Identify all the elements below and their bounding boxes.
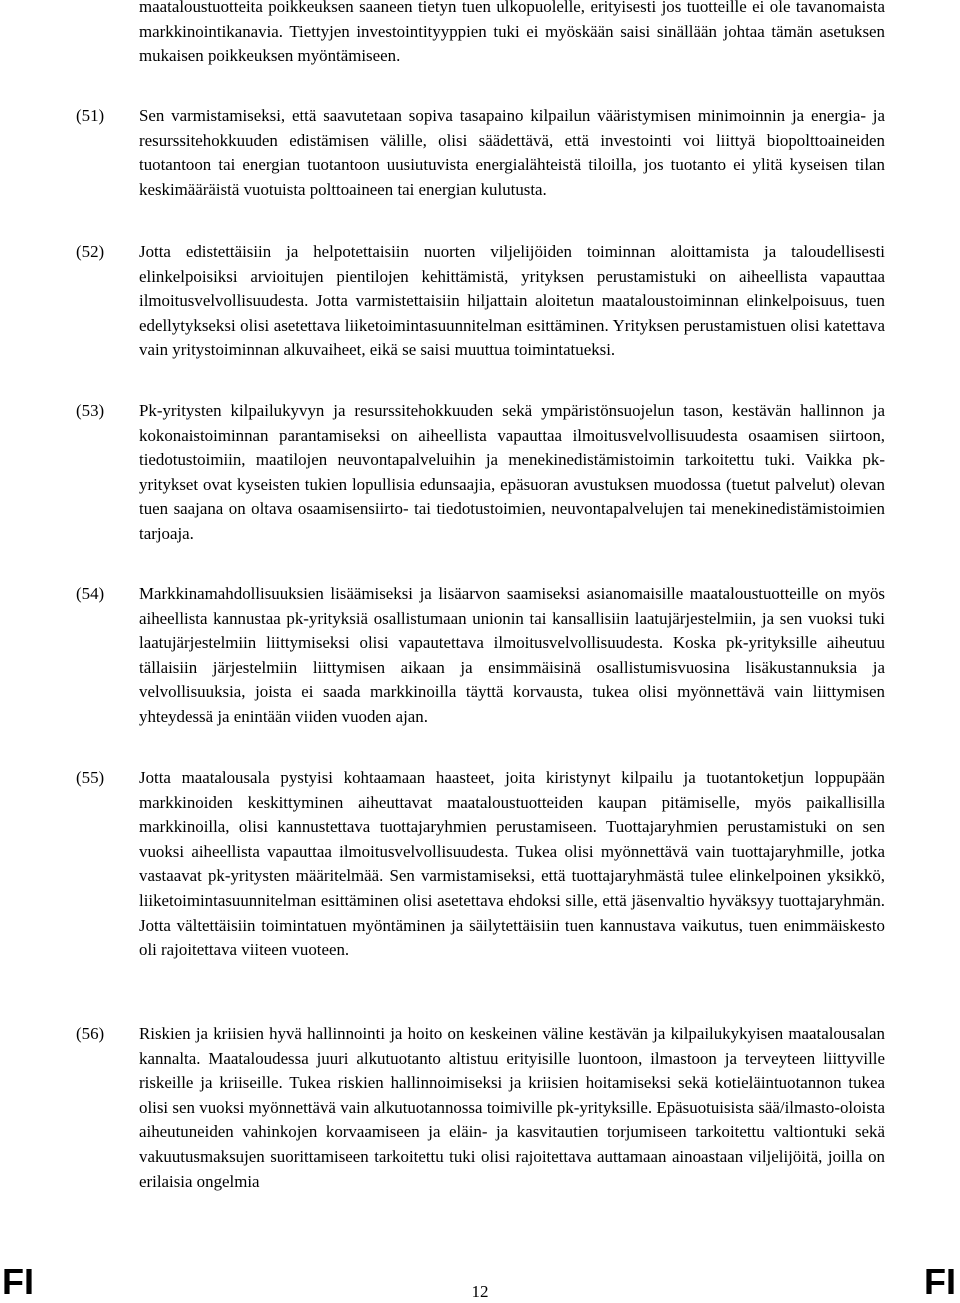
recital-number: (56) [76, 1024, 105, 1043]
recital-text: Jotta maatalousala pystyisi kohtaamaan haasteet, joita kiristynyt kilpailu ja tuotantoketjun loppupään markkinoiden keskittyminen aiheuttavat maataloustuotteiden kaupan pitämiselle, myös paikallisilla markkinoilla, olisi kannustettava tuottajaryhmien perustamiseen. Tuottajaryhmien perustamistuki on sen vuoksi aiheellista vapauttaa ilmoitusvelvollisuudesta. Tukea olisi myönnettävä vain tuottajaryhmille, jotka vastaavat pk-yritysten määritelmää. Sen varmistamiseksi, että tuottajaryhmästä tulee elinkelpoinen yksikkö, liiketoimintasuunnitelman esittäminen olisi asetettava ehdoksi sille, että jäsenvaltio hyväksyy tuottajaryhmän. Jotta vältettäisiin toimintatuen myöntäminen ja säilytettäisiin tuen kannustava vaikutus, tuen enimmäiskesto oli rajoitettava viiteen vuoteen. [139, 768, 885, 960]
recital-number: (52) [76, 242, 105, 261]
recital-text: Riskien ja kriisien hyvä hallinnointi ja hoito on keskeinen väline kestävän ja kilpailukykyisen maatalousalan kannalta. Maataloudessa juuri alkutuotanto altistuu erityisille luontoon, ilmastoon ja terveyteen liittyville riskeille ja kriiseille. Tukea riskien hallinnoimiseksi ja kriisien hoitamiseksi sekä kotieläintuotannon tukea olisi sen vuoksi myönnettävä vain alkutuotannossa toimiville pk-yrityksille. Epäsuotuisista sää/ilmasto-oloista aiheutuneiden vahinkojen korvaamiseen ja eläin- ja kasvitautien torjumiseen tarkoitettu valtiontuki sekä vakuutusmaksujen suorittamiseen tarkoitettu tuki olisi rajoitettava auttamaan ainoastaan viljelijöitä, joilla on erilaisia ongelmia [139, 1024, 885, 1191]
recital-number: (55) [76, 768, 105, 787]
recital-number: (54) [76, 584, 105, 603]
continuation-text: maataloustuotteita poikkeuksen saaneen tietyn tuen ulkopuolelle, erityisesti jos tuotteille ei ole tavanomaista markkinointikanavia. Tiettyjen investointityyppien tuki ei myöskään saisi sinällään johtaa tämän asetuksen mukaisen poikkeuksen myöntämiseen. [139, 0, 885, 66]
footer-language-left: FI [2, 1261, 34, 1302]
footer-language-right: FI [924, 1261, 956, 1302]
recital-text: Sen varmistamiseksi, että saavutetaan sopiva tasapaino kilpailun vääristymisen minimoinnin ja energia- ja resurssitehokkuuden edistämisen välille, olisi säädettävä, että investointi voi liittyä biopolttoaineiden tuotantoon tai energian tuotantoon uusiutuvista energialähteistä tiloilla, jos tuotanto ei ylitä kyseisen tilan keskimääräistä vuotuista polttoaineen tai energian kulutusta. [139, 106, 885, 199]
recital-text: Markkinamahdollisuuksien lisäämiseksi ja lisäarvon saamiseksi asianomaisille maataloustuotteille on myös aiheellista kannustaa pk-yrityksiä osallistumaan unionin tai kansallisiin laatujärjestelmiin, ja sen vuoksi tuki laatujärjestelmiin liittymiseksi olisi vapautettava ilmoitusvelvollisuudesta. Koska pk-yrityksille aiheutuu tällaisiin järjestelmiin liittymisen aikaan ja ensimmäisinä osallistumisvuosina lisäkustannuksia ja velvollisuuksia, joista ei saada markkinoilla täyttä korvausta, tukea olisi myönnettävä vain liittymisen yhteydessä ja enintään viiden vuoden ajan. [139, 584, 885, 726]
recital-text: Pk-yritysten kilpailukyvyn ja resurssitehokkuuden sekä ympäristönsuojelun tason, kestävän hallinnon ja kokonaistoiminnan parantamiseksi on aiheellista vapauttaa ilmoitusvelvollisuudesta osaamisen siirtoon, tiedotustoimiin, maatilojen neuvontapalveluihin ja menekinedistämistoimin tarkoitettu tuki. Vaikka pk-yritykset ovat kyseisten tukien lopullisia edunsaajia, epäsuoran avustuksen muodossa (tuetut palvelut) olevan tuen saajana on oltava osaamisensiirto- tai tiedotustoimien, neuvontapalvelujen tai menekinedistämistoimien tarjoaja. [139, 401, 885, 543]
recital-number: (53) [76, 401, 105, 420]
page-number: 12 [471, 1282, 489, 1301]
recital-text: Jotta edistettäisiin ja helpotettaisiin nuorten viljelijöiden toiminnan aloittamista ja taloudellisesti elinkelpoisiksi arvioitujen pientilojen kehittämistä, yrityksen perustamistuki on aiheellista vapauttaa ilmoitusvelvollisuudesta. Jotta varmistettaisiin hiljattain aloitetun maataloustoiminnan elinkelpoisuus, tuen edellytykseksi olisi asetettava liiketoimintasuunnitelman esittäminen. Yrityksen perustamistuen olisi katettava vain yritystoiminnan alkuvaiheet, eikä se saisi muuttua toimintatueksi. [139, 242, 885, 360]
recital-number: (51) [76, 106, 105, 125]
